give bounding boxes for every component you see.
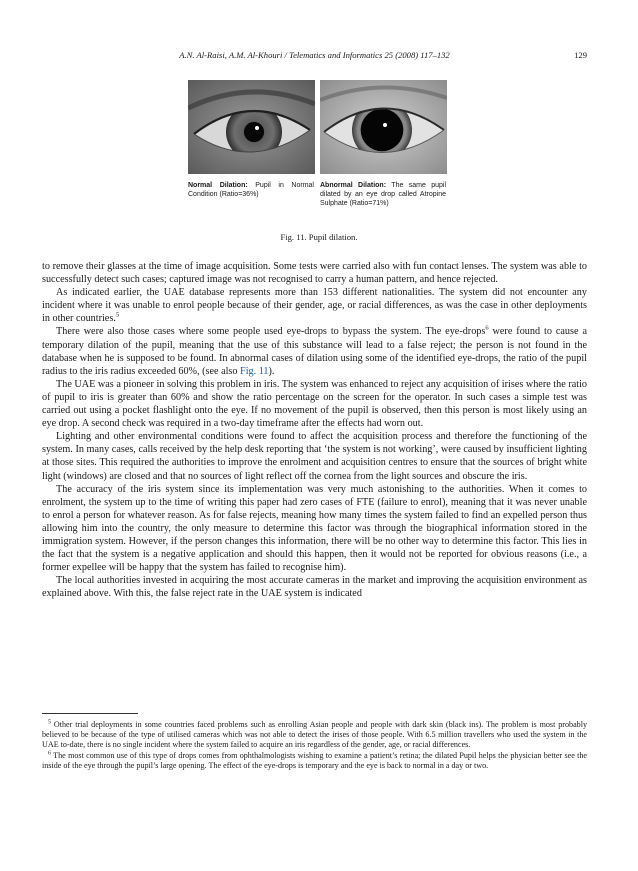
footnote-ref-5[interactable]: 5: [115, 311, 120, 319]
body-text: [42, 260, 587, 600]
paragraph-3-text-c: ).: [268, 365, 275, 377]
footnote-6-text: The most common use of this type of drops comes from ophthalmologists wishing to examine a patient’s retina; the dilated Pupil helps the physician better see the inside of the eye through the pupil’s large opening. The effect of the eye-drops is temporary and the eye is back to normal in a day or two.: [42, 750, 587, 770]
paragraph-6: The accuracy of the iris system since its implementation was very much astonishing to the authorities. When it comes to enrolment, the system up to the time of writing this paper had zero cases of FTE (failure to enrol), meaning that it was never unable to enrol a person for whatever reason. As for false rejects, meaning how many times the system failed to find an expelled person thus allowing him into the country, the only measure to determine this factor was through the biographical information stored in the immigration system. However, if the person changes this information, there will be no other way to determine this factor. This lies in the fact that the system is a negative application and should this happen, then it would not be reported for obvious reasons (i.e., a former expellee will be happy that the system has failed to recognise him).: [42, 483, 587, 574]
running-title: A.N. Al-Raisi, A.M. Al-Khouri / Telematics and Informatics 25 (2008) 117–132: [179, 50, 450, 60]
footnote-mark-5: 5: [48, 719, 51, 726]
panel-title-abnormal: Abnormal Dilation:: [320, 182, 387, 189]
footnote-ref-6[interactable]: 6: [485, 325, 489, 333]
paragraph-3-text-a: There were also those cases where some people used eye-drops to bypass the system. The eye-drops: [56, 326, 486, 338]
paragraph-5: Lighting and other environmental conditions were found to affect the acquisition process and therefore the functioning of the system. In many cases, calls received by the help desk reporting that ‘the system is not working’, were caused by insufficient lighting at those sites. This required the authorities to improve the enrolment and acquisition centres to ensure that the sources of bright white light (windows) are closed and that no sources of light reflect off the cornea from the light sources and obscure the iris.: [42, 431, 587, 482]
panel-text-abnormal: The same pupil dilated by an eye drop called Atropine Sulphate (Ratio=71%): [320, 182, 446, 207]
eye-photo-normal: [188, 80, 315, 174]
eye-photo-abnormal: [320, 80, 447, 174]
footnote-divider: [42, 713, 138, 714]
paragraph-4: The UAE was a pioneer in solving this problem in iris. The system was enhanced to reject any acquisition of irises where the ratio of pupil to iris is greater than 60% and show the ratio percentage on the screen for the operator. In such cases a simple test was carried out using a pocket flashlight onto the eye. If no movement of the pupil is observed, then this person is most likely using an eye drop. A second check was required in a two-day timeframe after the effects had worn out.: [42, 378, 587, 430]
figure-caption: Fig. 11. Pupil dilation.: [280, 232, 358, 242]
panel-title-normal: Normal Dilation:: [188, 182, 248, 189]
footnote-6: [42, 751, 587, 771]
panel-caption-abnormal: [320, 181, 446, 208]
panel-text-normal: Pupil in Normal Condition (Ratio=36%): [188, 182, 314, 198]
footnote-5-text: Other trial deployments in some countries faced problems such as enrolling Asian people and people with dark skin (black ins). The problem is most probably believed to be because of the type of utilised cameras which was not able to detect the irises of those people. With 6.5 million travellers who used the system in the UAE to-date, there is no single incident where the system failed to acquire an iris regardless of the gender, age, or racial differences.: [42, 720, 587, 750]
footnotes: [42, 720, 587, 771]
panel-caption-normal: [188, 181, 314, 199]
figure-link[interactable]: Fig. 11: [240, 365, 269, 377]
paragraph-7: The local authorities invested in acquiring the most accurate cameras in the market and improving the acquisition environment as explained above. With this, the false reject rate in the UAE system is indicated: [42, 575, 587, 600]
paragraph-2-text: As indicated earlier, the UAE database represents more than 153 different nationalities. The system did not encounter any incident where it was unable to enrol people because of their gender, age, or racial differences, as was the case in other deployments in other countries.: [42, 287, 587, 325]
running-header: [42, 50, 587, 64]
page-number: 129: [574, 50, 587, 60]
paragraph-1: to remove their glasses at the time of image acquisition. Some tests were carried also with fun contact lenses. The system was able to successfully detect such cases; captured image was not recognised to carry a human pattern, and hence rejected.: [42, 261, 587, 286]
footnote-mark-6: 6: [48, 749, 51, 756]
paragraph-2: [42, 286, 587, 325]
footnote-5: [42, 720, 587, 751]
figure-pupil-dilation: [188, 80, 450, 230]
paragraph-3: [42, 325, 587, 377]
paragraph-3-text-b: were found to cause a temporary dilation of the pupil, meaning that the use of this substance will lead to a false reject; the person is not found in the database when he is supposed to be found. In abnormal cases of dilation using some of the identified eye-drops, the ratio of the pupil radius to the iris radius exceeded 60%, (see also: [42, 326, 587, 377]
